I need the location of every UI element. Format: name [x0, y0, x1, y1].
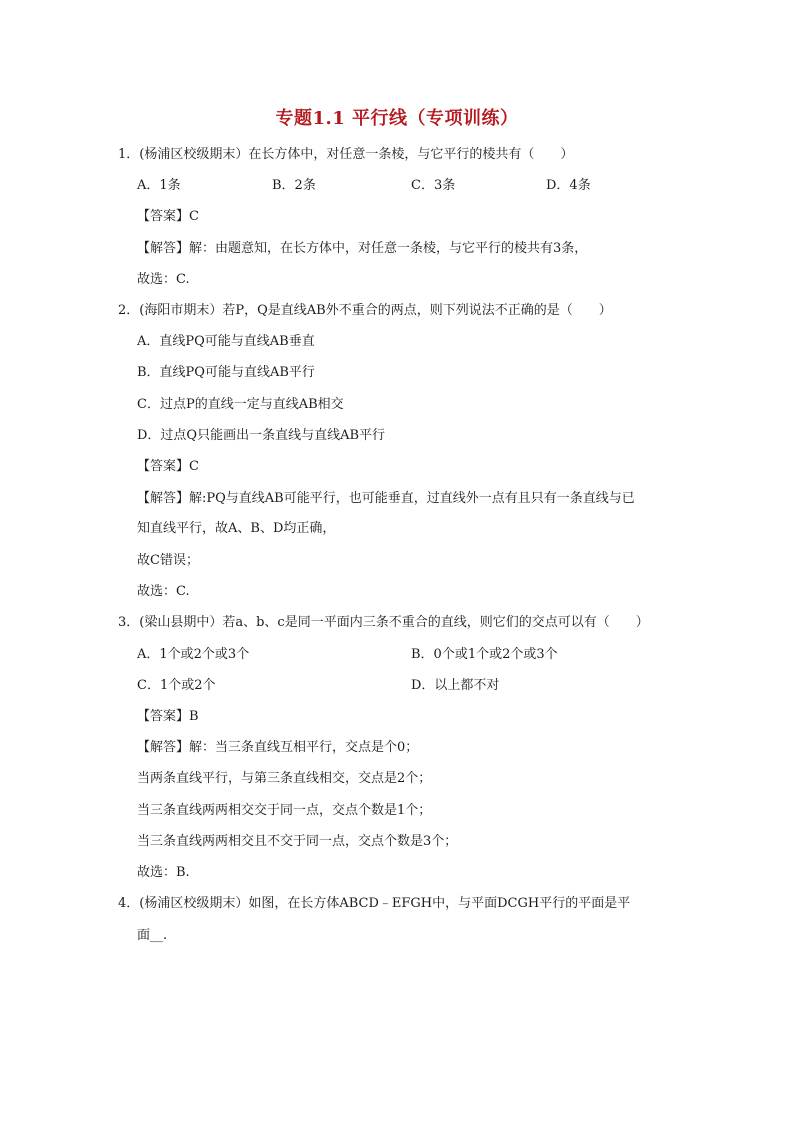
question-3-option-c: C．1个或2个 — [137, 678, 216, 693]
question-3-option-b: B．0个或1个或2个或3个 — [411, 647, 558, 662]
question-1-option-a: A．1条 — [137, 178, 181, 193]
question-1-option-d: D．4条 — [546, 178, 591, 193]
question-1-option-c: C．3条 — [411, 178, 456, 193]
question-4-stem-line-2: 面__. — [137, 928, 168, 943]
question-2-option-d: D．过点Q只能画出一条直线与直线AB平行 — [137, 428, 386, 443]
question-2-option-a: A．直线PQ可能与直线AB垂直 — [137, 334, 315, 349]
question-2-analysis-line-4: 故选：C. — [137, 584, 190, 599]
question-2-option-c: C．过点P的直线一定与直线AB相交 — [137, 397, 344, 412]
question-3-analysis-line-1: 【解答】解：当三条直线互相平行，交点是个0； — [137, 740, 419, 755]
question-1-stem: 1．(杨浦区校级期末）在长方体中，对任意一条棱，与它平行的棱共有（ ） — [118, 147, 574, 162]
question-3-analysis-line-3: 当三条直线两两相交交于同一点，交点个数是1个； — [137, 803, 432, 818]
question-3-analysis-line-2: 当两条直线平行，与第三条直线相交，交点是2个； — [137, 771, 432, 786]
question-3-answer: 【答案】B — [137, 709, 199, 724]
question-2-stem: 2．(海阳市期末）若P，Q是直线AB外不重合的两点，则下列说法不正确的是（ ） — [118, 303, 612, 318]
question-2-answer: 【答案】C — [137, 459, 199, 474]
question-2-option-b: B．直线PQ可能与直线AB平行 — [137, 365, 315, 380]
question-4-stem-line-1: 4．(杨浦区校级期末）如图，在长方体ABCD﹣EFGH中，与平面DCGH平行的平面是平 — [118, 896, 631, 911]
question-1-analysis-line-2: 故选：C. — [137, 272, 190, 287]
page-title: 专题1.1 平行线（专项训练） — [275, 108, 519, 129]
question-3-option-a: A．1个或2个或3个 — [137, 647, 250, 662]
question-2-analysis-line-3: 故C错误； — [137, 553, 199, 568]
question-2-analysis-line-2: 知直线平行，故A、B、D均正确， — [137, 521, 336, 536]
question-1-answer: 【答案】C — [137, 209, 199, 224]
question-1-analysis-line-1: 【解答】解：由题意知，在长方体中，对任意一条棱，与它平行的棱共有3条， — [137, 241, 588, 256]
question-3-analysis-line-4: 当三条直线两两相交且不交于同一点，交点个数是3个； — [137, 834, 458, 849]
question-3-stem: 3．(梁山县期中）若a、b、c是同一平面内三条不重合的直线，则它们的交点可以有（ ） — [118, 615, 649, 630]
question-3-option-d: D．以上都不对 — [411, 678, 500, 693]
question-3-analysis-line-5: 故选：B. — [137, 865, 190, 880]
question-2-analysis-line-1: 【解答】解:PQ与直线AB可能平行，也可能垂直，过直线外一点有且只有一条直线与已 — [137, 491, 635, 506]
question-1-option-b: B．2条 — [272, 178, 316, 193]
